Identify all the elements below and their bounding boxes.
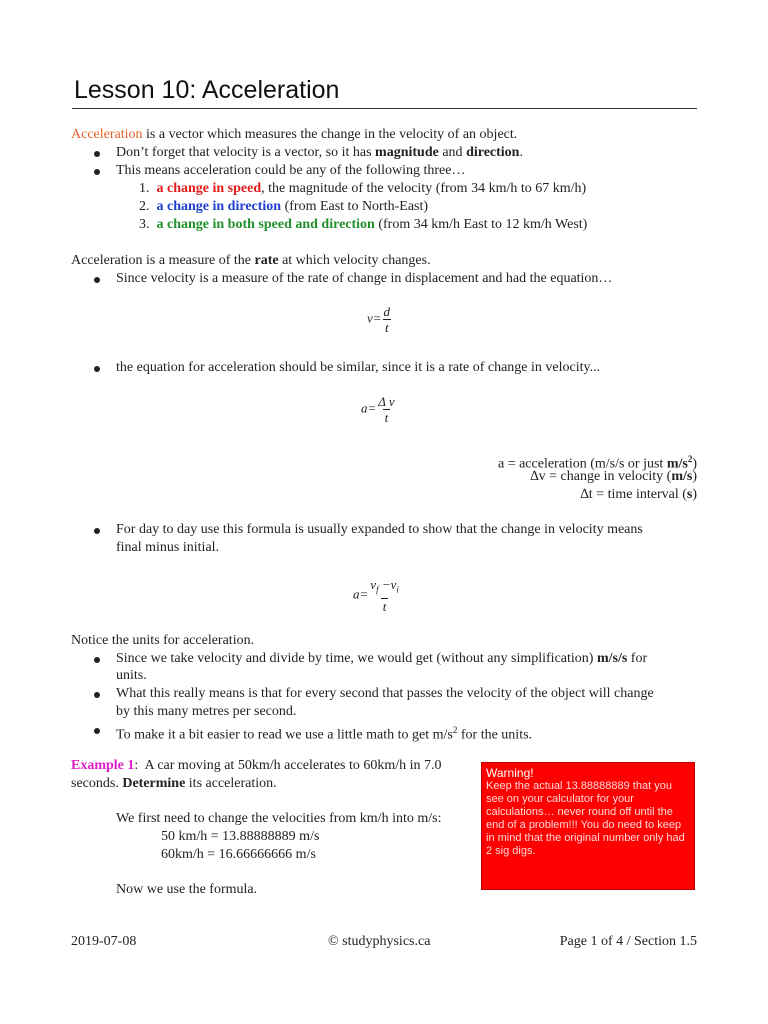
example-1-line2: seconds. Determine its acceleration.: [71, 776, 277, 791]
definition-velocity-change: ∆v = change in velocity (m/s): [530, 469, 697, 484]
title-divider: [72, 108, 697, 109]
acceleration-term: Acceleration: [71, 127, 143, 142]
bullet-expanded-line1: For day to day use this formula is usually expanded to show that the change in velocity means: [116, 522, 643, 537]
equation-velocity: v= $\frac{d}{t}$: [367, 304, 391, 335]
bullet-icon: [94, 692, 100, 698]
example-1-line1: Example 1: A car moving at 50km/h accelerates to 60km/h in 7.0: [71, 758, 442, 773]
bullet-meaning-line2: by this many metres per second.: [116, 704, 297, 719]
bullet-three-options: This means acceleration could be any of the following three…: [116, 163, 466, 178]
bullet-meaning-line1: What this really means is that for every second that passes the velocity of the object will change: [116, 686, 654, 701]
rate-paragraph: Acceleration is a measure of the rate at which velocity changes.: [71, 253, 431, 268]
warning-text: Keep the actual 13.88888889 that you see on your calculator for your calculations… never round off until the end of a problem!!! You do need to keep in mind that the original number only had 2 sig digs.: [486, 780, 685, 857]
warning-box: [481, 762, 695, 890]
bullet-icon: [94, 528, 100, 534]
numbered-item-3: 3. a change in both speed and direction (from 34 km/h East to 12 km/h West): [139, 217, 588, 232]
footer-date: 2019-07-08: [71, 934, 137, 949]
bullet-icon: [94, 277, 100, 283]
bullet-icon: [94, 728, 100, 734]
equation-acceleration-expanded: a= $\frac{v_f -v_i}{t}$: [353, 577, 399, 614]
bullet-units-squared: To make it a bit easier to read we use a little math to get $m/s^2$ for the units.: [116, 725, 533, 743]
bullet-velocity-vector: Don’t forget that velocity is a vector, so it has magnitude and direction.: [116, 145, 523, 160]
definition-time-interval: ∆t = time interval (s): [580, 487, 697, 502]
numbered-item-1: 1. a change in speed, the magnitude of the velocity (from 34 km/h to 67 km/h): [139, 181, 587, 196]
bullet-icon: [94, 169, 100, 175]
bullet-icon: [94, 366, 100, 372]
footer-site: © studyphysics.ca: [328, 934, 431, 949]
bullet-expanded-line2: final minus initial.: [116, 540, 220, 555]
example-conversion-2: 60km/h = 16.66666666 m/s: [161, 847, 316, 862]
bullet-acceleration-similar: the equation for acceleration should be similar, since it is a rate of change in velocity...: [116, 360, 601, 375]
bullet-icon: [94, 657, 100, 663]
warning-title: Warning!: [486, 766, 534, 780]
example-step-convert: We first need to change the velocities from km/h into m/s:: [116, 811, 442, 826]
equation-acceleration: a= $\frac{\text{Δ v}}{t}$: [361, 394, 395, 425]
example-step-formula: Now we use the formula.: [116, 882, 258, 897]
example-conversion-1: 50 km/h = 13.88888889 m/s: [161, 829, 320, 844]
bullet-icon: [94, 151, 100, 157]
units-heading: Notice the units for acceleration.: [71, 633, 255, 648]
bullet-units-line2: units.: [116, 668, 147, 683]
page-title: Lesson 10: Acceleration: [74, 76, 340, 104]
bullet-velocity-equation: Since velocity is a measure of the rate of change in displacement and had the equation…: [116, 271, 613, 286]
intro-text: is a vector which measures the change in the velocity of an object.: [142, 127, 518, 142]
footer-page: Page 1 of 4 / Section 1.5: [559, 934, 697, 949]
bullet-units-line1: Since we take velocity and divide by time, we would get (without any simplification) m/s/s for: [116, 651, 648, 666]
intro-paragraph: [71, 126, 517, 144]
numbered-item-2: 2. a change in direction (from East to North-East): [139, 199, 429, 214]
definition-acceleration: a = acceleration (m/s/s or just $m/s^2$): [497, 454, 697, 472]
